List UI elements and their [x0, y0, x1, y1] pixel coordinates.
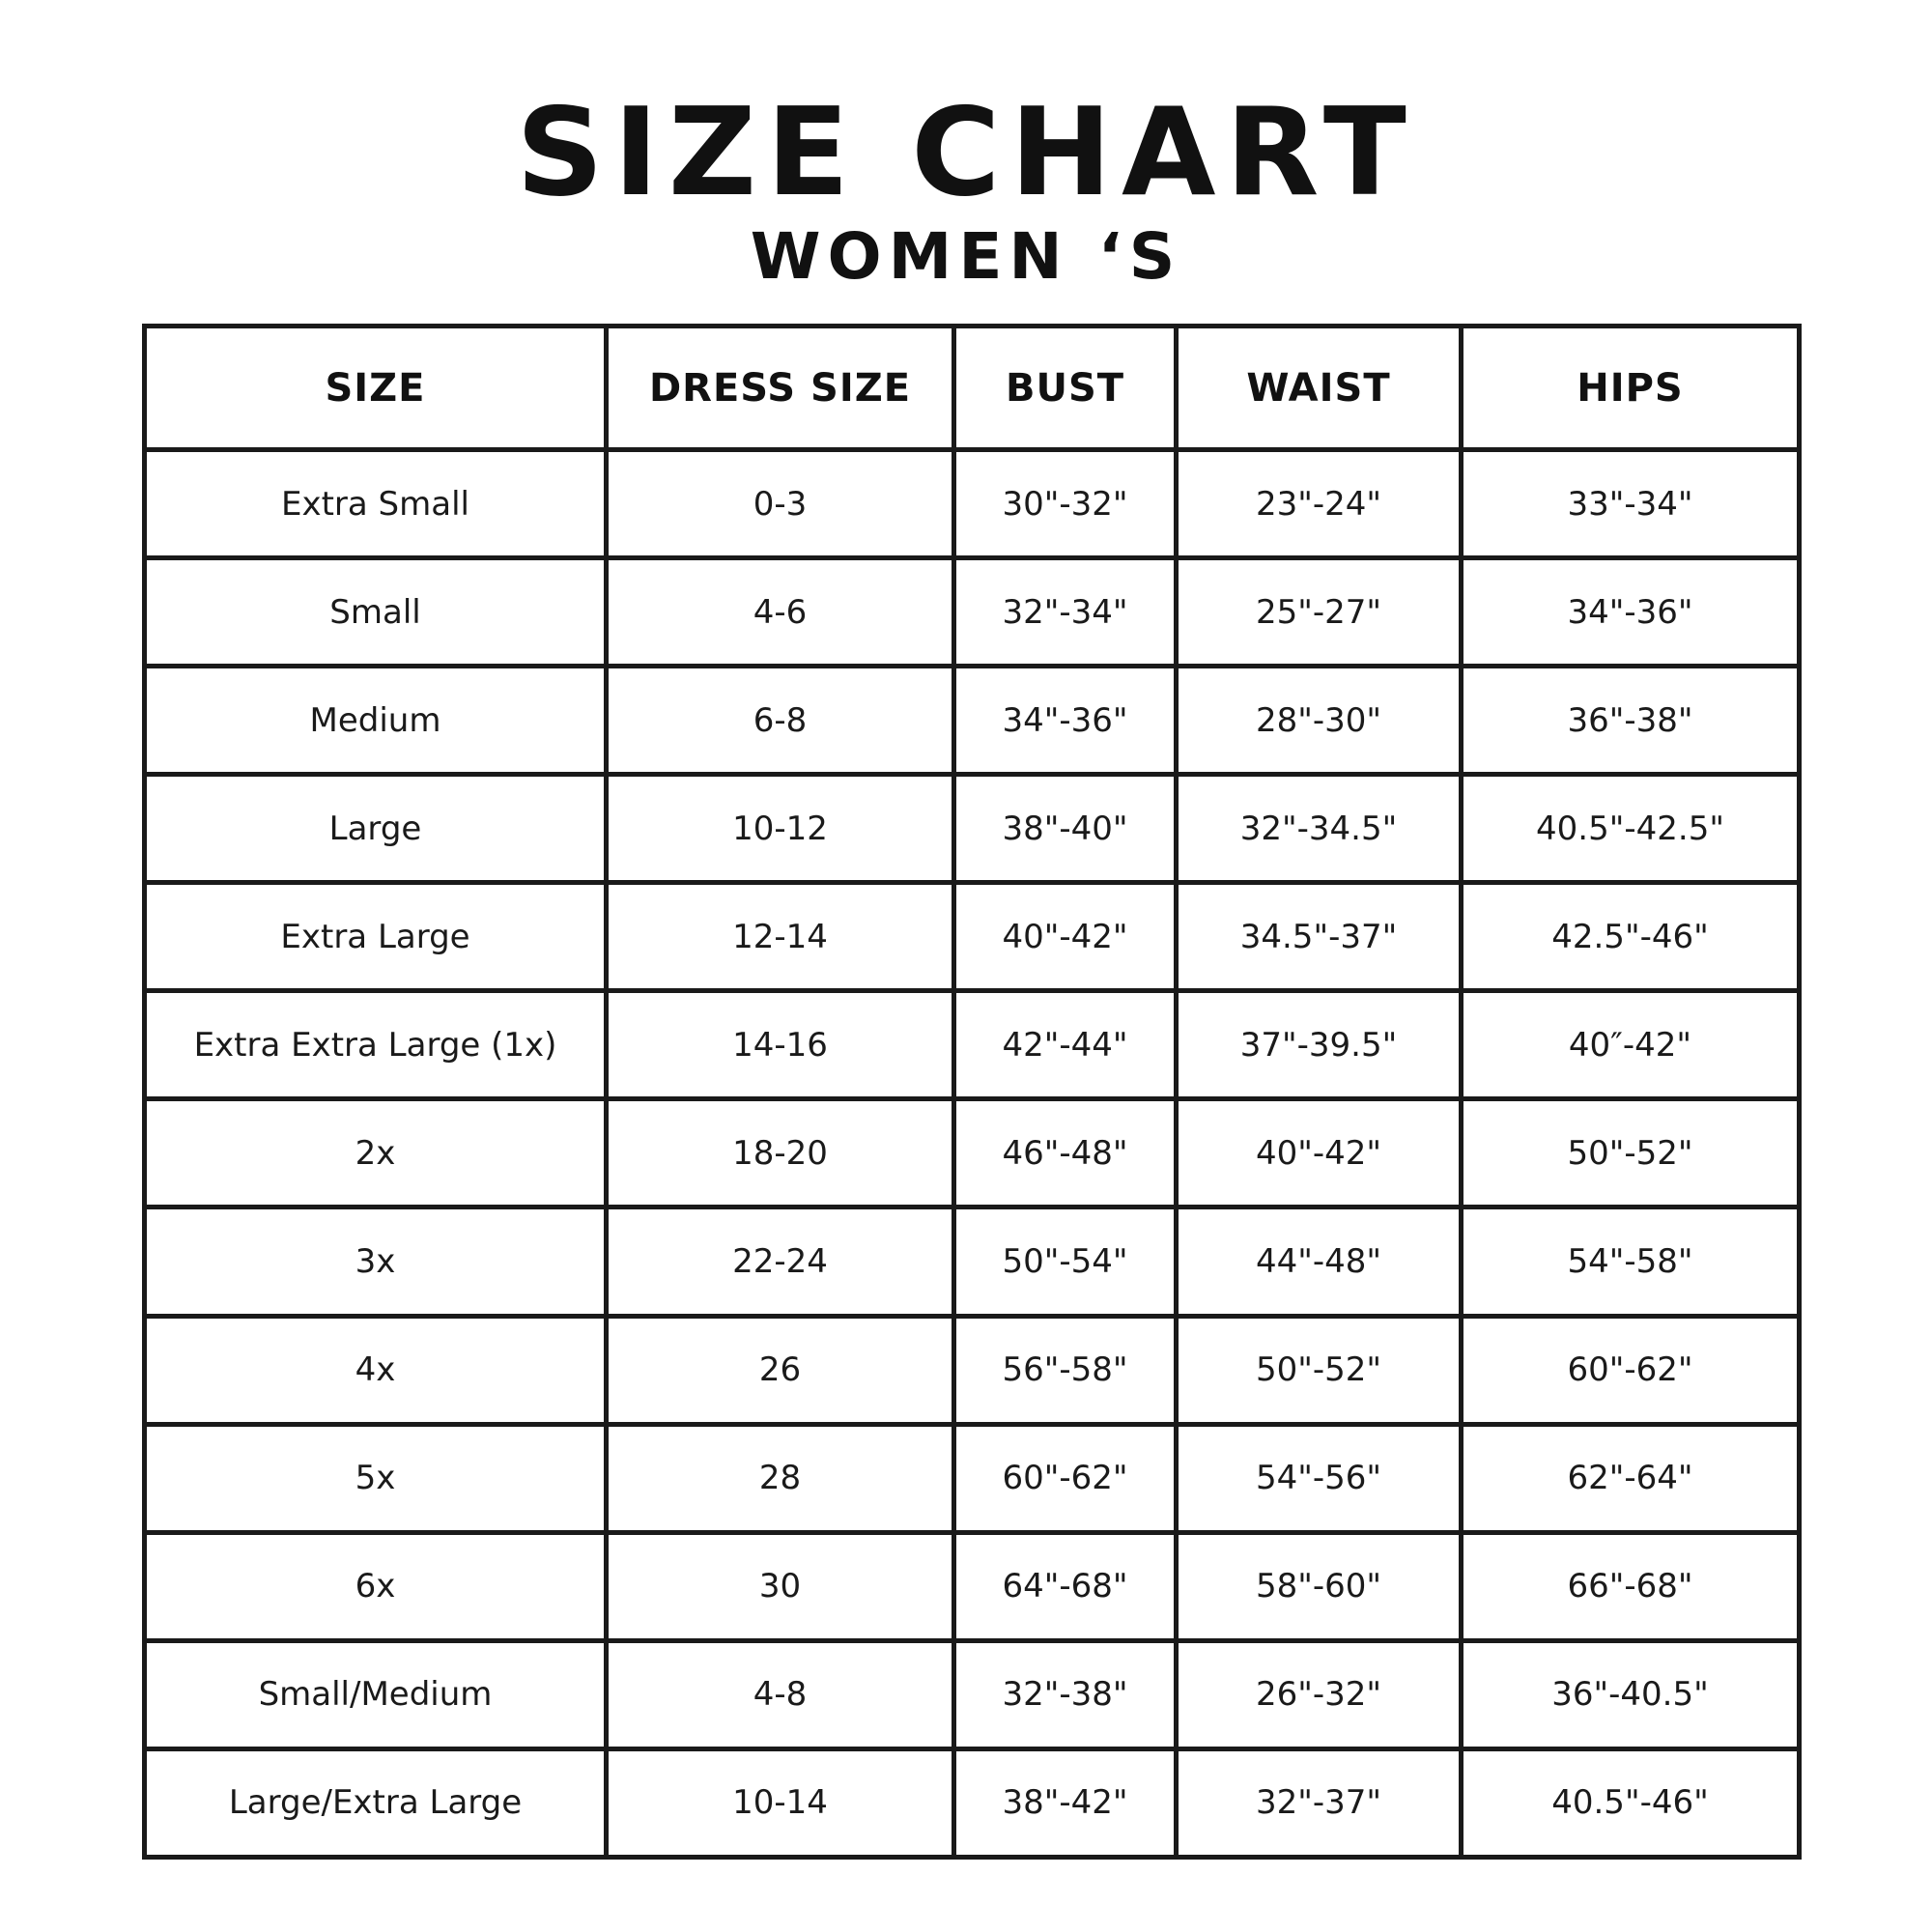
cell-waist: 58"-60": [1177, 1532, 1462, 1640]
cell-dress-size: 0-3: [607, 450, 954, 558]
cell-bust: 30"-32": [954, 450, 1177, 558]
cell-waist: 40"-42": [1177, 1099, 1462, 1208]
cell-waist: 34.5"-37": [1177, 883, 1462, 991]
cell-hips: 34"-36": [1462, 558, 1800, 667]
table-row: [145, 775, 1800, 883]
table-row: [145, 991, 1800, 1099]
page-subtitle: WOMEN ‘S: [750, 219, 1182, 294]
cell-size: 6x: [145, 1532, 607, 1640]
cell-size: Large: [145, 775, 607, 883]
table-row: [145, 450, 1800, 558]
cell-hips: 40.5"-46": [1462, 1748, 1800, 1857]
table-row: [145, 1424, 1800, 1532]
cell-hips: 66"-68": [1462, 1532, 1800, 1640]
table-row: [145, 1532, 1800, 1640]
cell-waist: 50"-52": [1177, 1316, 1462, 1424]
cell-waist: 32"-34.5": [1177, 775, 1462, 883]
cell-size: Small: [145, 558, 607, 667]
table-row: [145, 1316, 1800, 1424]
cell-bust: 34"-36": [954, 667, 1177, 775]
header-dress-size: DRESS SIZE: [607, 327, 954, 450]
cell-dress-size: 30: [607, 1532, 954, 1640]
cell-size: 3x: [145, 1208, 607, 1316]
cell-dress-size: 4-6: [607, 558, 954, 667]
header-waist: WAIST: [1177, 327, 1462, 450]
table-body: [145, 450, 1800, 1858]
cell-bust: 32"-34": [954, 558, 1177, 667]
cell-waist: 54"-56": [1177, 1424, 1462, 1532]
table-header-row: [145, 327, 1800, 450]
cell-bust: 40"-42": [954, 883, 1177, 991]
cell-size: Extra Small: [145, 450, 607, 558]
cell-size: Large/Extra Large: [145, 1748, 607, 1857]
cell-size: 4x: [145, 1316, 607, 1424]
cell-size: Extra Extra Large (1x): [145, 991, 607, 1099]
table-row: [145, 558, 1800, 667]
cell-dress-size: 22-24: [607, 1208, 954, 1316]
cell-hips: 62"-64": [1462, 1424, 1800, 1532]
table-row: [145, 1099, 1800, 1208]
cell-bust: 56"-58": [954, 1316, 1177, 1424]
cell-waist: 37"-39.5": [1177, 991, 1462, 1099]
table-row: [145, 1640, 1800, 1748]
cell-bust: 46"-48": [954, 1099, 1177, 1208]
cell-hips: 33"-34": [1462, 450, 1800, 558]
cell-dress-size: 10-12: [607, 775, 954, 883]
cell-hips: 50"-52": [1462, 1099, 1800, 1208]
cell-waist: 44"-48": [1177, 1208, 1462, 1316]
cell-hips: 54"-58": [1462, 1208, 1800, 1316]
cell-dress-size: 28: [607, 1424, 954, 1532]
cell-dress-size: 12-14: [607, 883, 954, 991]
cell-dress-size: 14-16: [607, 991, 954, 1099]
table-row: [145, 883, 1800, 991]
cell-waist: 23"-24": [1177, 450, 1462, 558]
cell-hips: 36"-38": [1462, 667, 1800, 775]
cell-size: 5x: [145, 1424, 607, 1532]
cell-bust: 60"-62": [954, 1424, 1177, 1532]
cell-bust: 32"-38": [954, 1640, 1177, 1748]
cell-dress-size: 6-8: [607, 667, 954, 775]
cell-bust: 50"-54": [954, 1208, 1177, 1316]
cell-bust: 38"-40": [954, 775, 1177, 883]
cell-dress-size: 26: [607, 1316, 954, 1424]
cell-dress-size: 4-8: [607, 1640, 954, 1748]
table-row: [145, 667, 1800, 775]
cell-dress-size: 18-20: [607, 1099, 954, 1208]
cell-size: 2x: [145, 1099, 607, 1208]
cell-hips: 42.5"-46": [1462, 883, 1800, 991]
page-title: SIZE CHART: [516, 81, 1416, 223]
header-bust: BUST: [954, 327, 1177, 450]
cell-size: Extra Large: [145, 883, 607, 991]
cell-waist: 25"-27": [1177, 558, 1462, 667]
cell-bust: 38"-42": [954, 1748, 1177, 1857]
cell-hips: 40″-42": [1462, 991, 1800, 1099]
cell-hips: 60"-62": [1462, 1316, 1800, 1424]
cell-size: Medium: [145, 667, 607, 775]
header-size: SIZE: [145, 327, 607, 450]
cell-waist: 26"-32": [1177, 1640, 1462, 1748]
cell-bust: 64"-68": [954, 1532, 1177, 1640]
cell-waist: 32"-37": [1177, 1748, 1462, 1857]
cell-dress-size: 10-14: [607, 1748, 954, 1857]
cell-bust: 42"-44": [954, 991, 1177, 1099]
size-chart-table: [142, 324, 1802, 1860]
cell-waist: 28"-30": [1177, 667, 1462, 775]
cell-hips: 40.5"-42.5": [1462, 775, 1800, 883]
table-row: [145, 1208, 1800, 1316]
cell-hips: 36"-40.5": [1462, 1640, 1800, 1748]
cell-size: Small/Medium: [145, 1640, 607, 1748]
table-row: [145, 1748, 1800, 1857]
header-hips: HIPS: [1462, 327, 1800, 450]
